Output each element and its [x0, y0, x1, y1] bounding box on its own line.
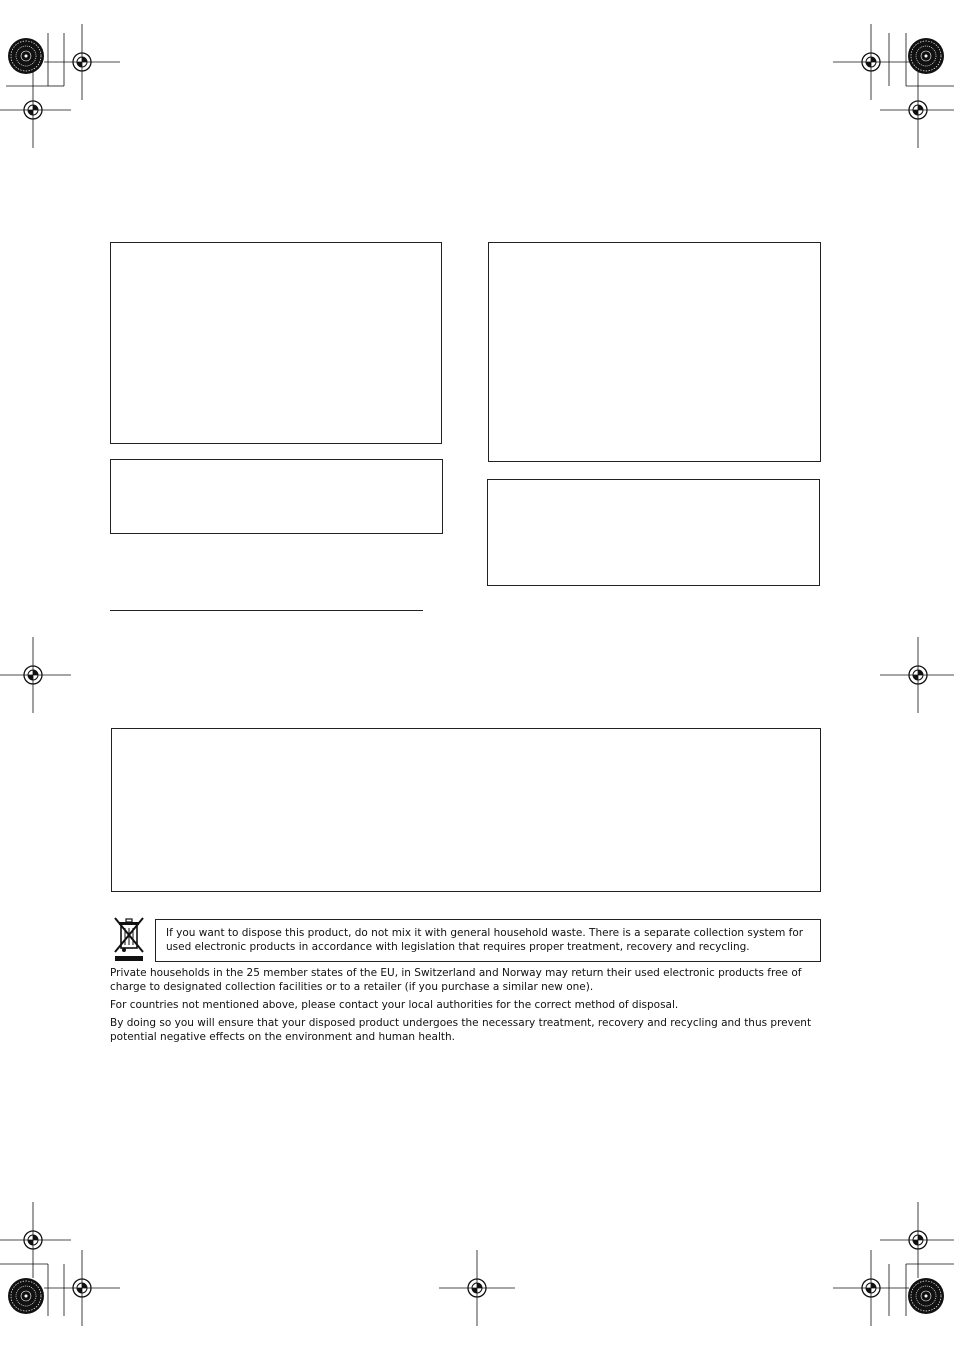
weee-notice-box: If you want to dispose this product, do not mix it with general household waste. There is a separate collection system for used electronic products in accordance with legislation that requires proper treatment, recovery and recycling.	[155, 919, 821, 962]
weee-paragraph-households: Private households in the 25 member states of the EU, in Switzerland and Norway may return their used electronic products free of charge to designated collection facilities or to a retailer (if you purchase a similar new one).	[110, 967, 802, 993]
weee-paragraph-other-countries: For countries not mentioned above, please contact your local authorities for the correct method of disposal.	[110, 999, 679, 1011]
weee-paragraph-outcome: By doing so you will ensure that your disposed product undergoes the necessary treatment, recovery and recycling and thus prevent potential negative effects on the environment and human health.	[110, 1017, 812, 1043]
